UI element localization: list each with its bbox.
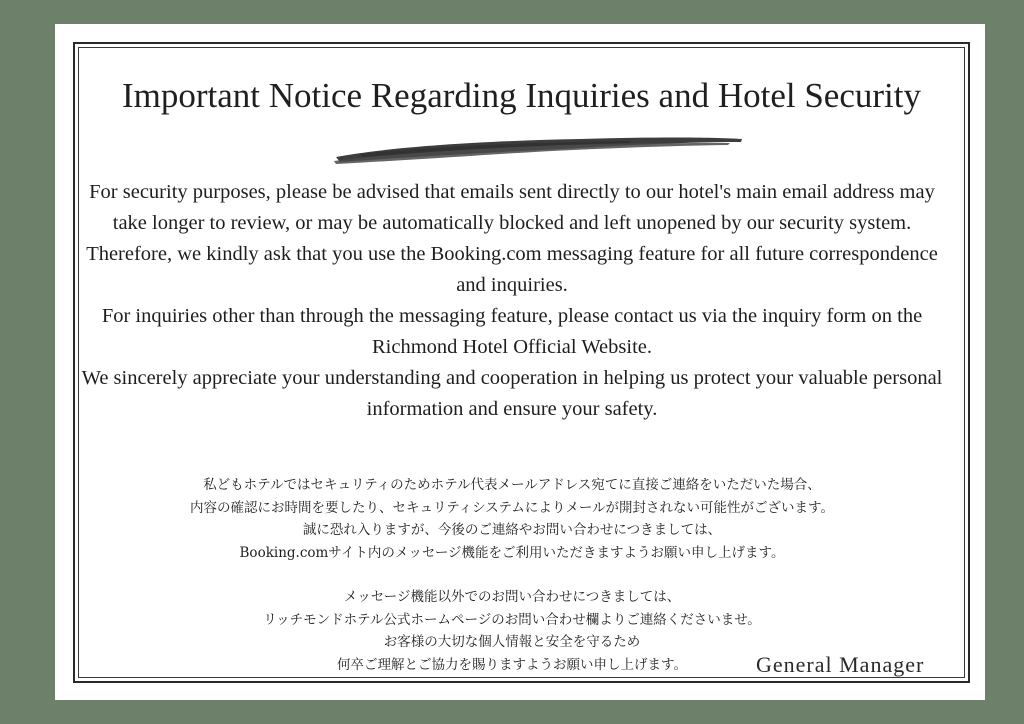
english-notice-body — [80, 177, 944, 425]
english-paragraph-security: For security purposes, please be advised that emails sent directly to our hotel's main email address may take longer to review, or may be automatically blocked and left unopened by our security system. — [89, 181, 935, 234]
english-paragraph-appreciation: We sincerely appreciate your understanding and cooperation in helping us protect your valuable personal information and ensure your safety. — [81, 367, 943, 420]
brush-stroke-divider — [330, 131, 746, 167]
paragraph-gap — [80, 564, 944, 586]
japanese-line: リッチモンドホテル公式ホームページのお問い合わせ欄よりご連絡くださいませ。 — [263, 611, 761, 628]
english-paragraph-booking-messaging: Therefore, we kindly ask that you use the Booking.com messaging feature for all future correspondence and inquiries. — [86, 243, 938, 296]
japanese-line: 誠に恐れ入りますが、今後のご連絡やお問い合わせにつきましては、 — [302, 522, 722, 538]
japanese-line: Booking.comサイト内のメッセージ機能をご利用いただきますようお願い申し上げます。 — [239, 544, 785, 561]
japanese-line: 私どもホテルではセキュリティのためホテル代表メールアドレス宛てに直接ご連絡をいただいた場合、 — [203, 477, 821, 493]
japanese-line: メッセージ機能以外でのお問い合わせにつきましては、 — [343, 589, 681, 605]
signature-general-manager: General Manager — [756, 652, 925, 677]
japanese-line: 何卒ご理解とご協力を賜りますようお願い申し上げます。 — [337, 656, 687, 673]
english-paragraph-inquiry-form: For inquiries other than through the messaging feature, please contact us via the inquiry form on the Richmond Hotel Official Website. — [101, 305, 923, 358]
notice-title: Important Notice Regarding Inquiries and Hotel Security — [122, 76, 921, 115]
japanese-line: お客様の大切な個人情報と安全を守るため — [383, 634, 641, 650]
japanese-line: 内容の確認にお時間を要したり、セキュリティシステムによりメールが開封されない可能性がございます。 — [190, 499, 834, 516]
japanese-notice-body — [80, 474, 944, 676]
